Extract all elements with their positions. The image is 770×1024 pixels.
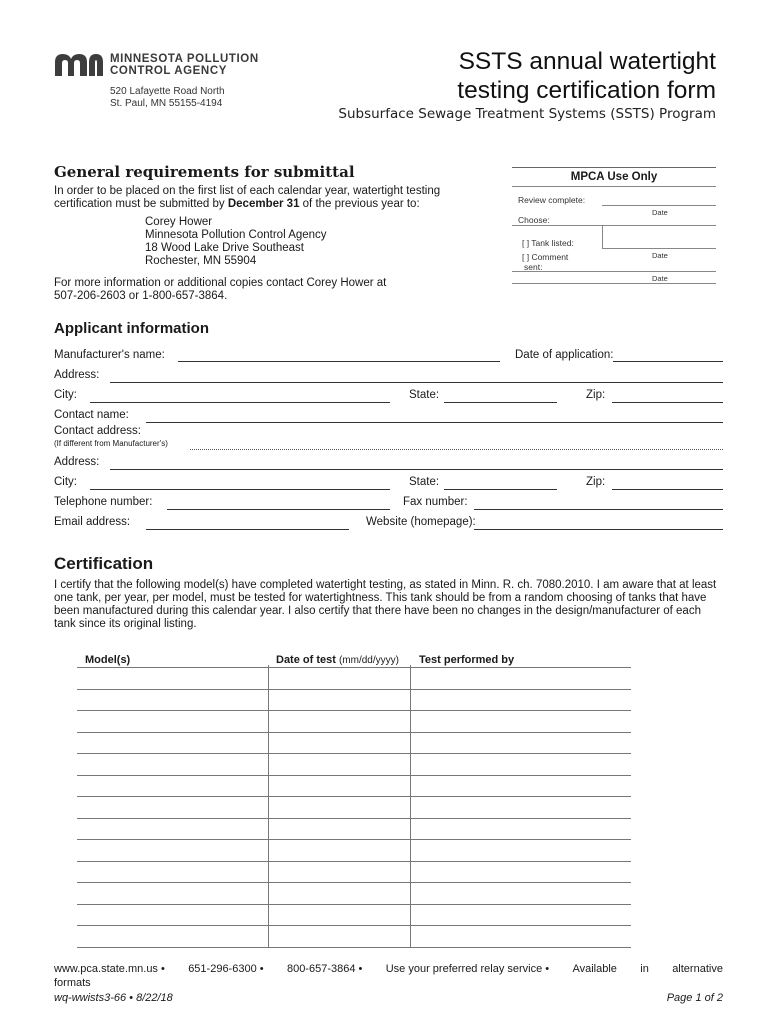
footer-alternative: alternative	[672, 963, 723, 975]
footer-available: Available	[572, 963, 617, 975]
agency-line1: MINNESOTA POLLUTION	[110, 53, 259, 65]
telephone-field[interactable]	[167, 509, 390, 510]
comment-sent-checkbox[interactable]	[522, 252, 568, 272]
info-line2: 507-206-2603 or 1-800-657-3864.	[54, 290, 228, 302]
agency-name	[110, 53, 259, 77]
col-performed-header: Test performed by	[419, 654, 515, 666]
contact-zip-label: Zip:	[586, 476, 606, 488]
table-row[interactable]	[77, 710, 631, 711]
certification-heading: Certification	[54, 554, 154, 573]
city-field[interactable]	[90, 402, 390, 403]
contact-address-label: Contact address:	[54, 425, 141, 437]
table-row[interactable]	[77, 947, 631, 948]
contact-name-label: Contact name:	[54, 409, 129, 421]
table-row[interactable]	[77, 839, 631, 840]
title-line1: SSTS annual watertight	[458, 48, 716, 75]
contact-address-note: (If different from Manufacturer's)	[54, 439, 168, 448]
state-field[interactable]	[444, 402, 557, 403]
date-of-application-label: Date of application:	[515, 349, 614, 361]
contact-state-label: State:	[409, 476, 440, 488]
telephone-label: Telephone number:	[54, 496, 153, 508]
general-intro	[54, 185, 440, 211]
intro-text-c: of the previous year to:	[299, 198, 420, 210]
date-of-application-field[interactable]	[613, 361, 723, 362]
mpca-use-only-box	[512, 167, 716, 282]
footer	[54, 963, 723, 1004]
contact-block	[145, 216, 327, 268]
col-date-format: (mm/dd/yyyy)	[338, 655, 399, 666]
more-info	[54, 277, 386, 303]
tank-listed-checkbox[interactable]: [ ] Tank listed:	[522, 238, 574, 248]
email-field[interactable]	[146, 529, 349, 530]
cert-line3: been manufactured during this calendar year. I also certify that there have been no changes in the design/manufacturer of each	[54, 605, 701, 617]
website-label: Website (homepage):	[366, 516, 476, 528]
doc-id: wq-wwists3-66 • 8/22/18	[54, 992, 173, 1004]
contact-address-line-label: Address:	[54, 456, 100, 468]
intro-text-a: certification must be submitted by	[54, 198, 228, 210]
sent-label: sent:	[524, 262, 543, 272]
contact-street: 18 Wood Lake Drive Southeast	[145, 242, 304, 254]
contact-address-field[interactable]	[190, 449, 723, 450]
address-label: Address:	[54, 369, 100, 381]
fax-field[interactable]	[474, 509, 723, 510]
tank-listed-date-label: Date	[652, 251, 668, 260]
general-heading: General requirements for submittal	[54, 163, 355, 181]
footer-in: in	[640, 963, 649, 975]
table-row[interactable]	[77, 925, 631, 926]
footer-relay: Use your preferred relay service •	[385, 963, 550, 975]
cert-line2: one tank, per year, per model, must be tested for watertightness. This tank should be from a random choosing of tanks that have	[54, 592, 707, 604]
table-row[interactable]	[77, 667, 631, 668]
agency-line2: CONTROL AGENCY	[110, 65, 228, 77]
footer-formats: formats	[54, 977, 91, 989]
certification-text	[54, 579, 734, 631]
mpca-logo-icon	[55, 54, 103, 76]
table-row[interactable]	[77, 796, 631, 797]
contact-city-field[interactable]	[90, 489, 390, 490]
state-label: State:	[409, 389, 440, 401]
page-subtitle: Subsurface Sewage Treatment Systems (SSTS) Program	[338, 106, 716, 122]
contact-city: Rochester, MN 55904	[145, 255, 257, 267]
col-models-header: Model(s)	[85, 654, 131, 666]
manufacturer-name-label: Manufacturer's name:	[54, 349, 165, 361]
contact-city-label: City:	[54, 476, 77, 488]
applicant-heading: Applicant information	[54, 320, 209, 337]
cert-line4: tank since its original listing.	[54, 618, 197, 630]
comment-label: [ ] Comment	[522, 252, 569, 262]
contact-name-field[interactable]	[146, 422, 723, 423]
col-date-header	[276, 654, 399, 666]
info-line1: For more information or additional copies contact Corey Hower at	[54, 277, 387, 289]
table-row[interactable]	[77, 861, 631, 862]
footer-phone1: 651-296-6300 •	[188, 963, 264, 975]
review-date-label: Date	[652, 208, 668, 217]
contact-org: Minnesota Pollution Control Agency	[145, 229, 327, 241]
address-line1: 520 Lafayette Road North	[110, 86, 225, 97]
table-row[interactable]	[77, 689, 631, 690]
zip-label: Zip:	[586, 389, 606, 401]
page-number: Page 1 of 2	[666, 992, 723, 1004]
contact-zip-field[interactable]	[612, 489, 723, 490]
title-line2: testing certification form	[457, 77, 716, 104]
address-field[interactable]	[110, 382, 723, 383]
city-label: City:	[54, 389, 77, 401]
contact-name: Corey Hower	[145, 216, 213, 228]
footer-website[interactable]: www.pca.state.mn.us •	[54, 963, 165, 975]
intro-line2	[54, 198, 440, 211]
fax-label: Fax number:	[403, 496, 468, 508]
contact-state-field[interactable]	[444, 489, 557, 490]
page-title	[296, 47, 716, 105]
mpca-box-heading: MPCA Use Only	[570, 171, 658, 183]
intro-line1: In order to be placed on the first list of each calendar year, watertight testing	[54, 185, 441, 197]
table-row[interactable]	[77, 818, 631, 819]
table-row[interactable]	[77, 753, 631, 754]
manufacturer-name-field[interactable]	[178, 361, 500, 362]
website-field[interactable]	[474, 529, 723, 530]
table-row[interactable]	[77, 775, 631, 776]
address-line2: St. Paul, MN 55155-4194	[110, 98, 223, 109]
choose-label: Choose:	[518, 215, 550, 225]
contact-address-line-field[interactable]	[110, 469, 723, 470]
table-row[interactable]	[77, 904, 631, 905]
cert-line1: I certify that the following model(s) have completed watertight testing, as stated in Minn. R. ch. 7080.2010. I am aware that at least	[54, 579, 717, 591]
table-row[interactable]	[77, 732, 631, 733]
comment-date-label: Date	[652, 274, 668, 283]
deadline: December 31	[227, 198, 300, 210]
footer-phone2: 800-657-3864 •	[286, 963, 363, 975]
col-date-label: Date of test	[276, 654, 339, 666]
email-label: Email address:	[54, 516, 131, 528]
review-complete-label: Review complete:	[518, 195, 586, 205]
table-row[interactable]	[77, 882, 631, 883]
agency-address	[110, 86, 225, 110]
zip-field[interactable]	[612, 402, 723, 403]
